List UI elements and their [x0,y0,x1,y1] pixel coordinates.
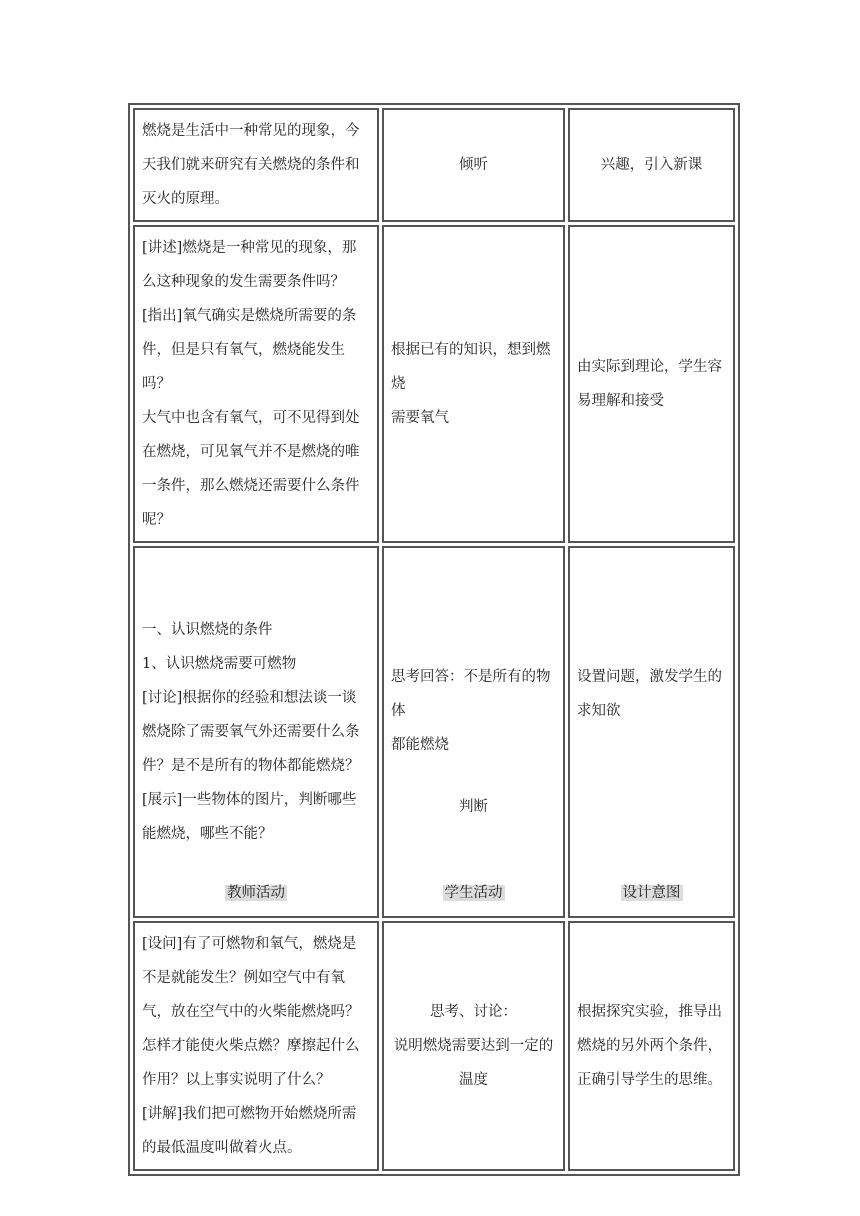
teacher-activity-cell [133,546,379,918]
teacher-activity-cell [133,921,379,1171]
cell-line: [展示]一些物体的图片，判断哪些 [142,792,357,808]
teacher-activity-cell [133,225,379,543]
cell-line: 件？是不是所有的物体都能燃烧？ [142,758,360,774]
design-intent-cell [568,921,735,1171]
cell-line: 在燃烧，可见氧气并不是燃烧的唯 [142,444,360,460]
judge-text: 判断 [459,799,488,815]
design-intent-block [577,660,726,728]
column-label-teacher [135,876,377,910]
cell-line: 正确引导学生的思维。 [577,1072,722,1088]
cell-line: [讲述]燃烧是一种常见的现象，那 [142,240,357,256]
cell-line: 思考回答：不是所有的物体 [391,669,551,719]
cell-line: 根据探究实验，推导出 [577,1004,722,1020]
student-activity-cell [382,225,565,543]
student-answer-block [391,660,556,762]
cell-line: [讲解]我们把可燃物开始燃烧所需 [142,1106,357,1122]
cell-line: [指出]氧气确实是燃烧所需要的条 [142,308,357,324]
cell-line: 能燃烧，哪些不能？ [142,826,273,842]
column-label-design [570,876,733,910]
cell-line: 燃烧除了需要氧气外还需要什么条 [142,724,360,740]
cell-line: 设置问题，激发学生的 [577,669,722,685]
student-activity-cell [382,921,565,1171]
cell-line: 不是就能发生？例如空气中有氧 [142,970,345,986]
cell-line: 易理解和接受 [577,393,664,409]
table-row [133,225,735,543]
cell-line: 由实际到理论，学生容 [577,359,722,375]
cell-line: 燃烧的另外两个条件， [577,1038,722,1054]
cell-line: 怎样才能使火柴点燃？摩擦起什么 [142,1038,360,1054]
cell-line: 1、认识燃烧需要可燃物 [142,656,297,672]
teacher-activity-cell [133,108,379,222]
cell-line: 气，放在空气中的火柴能燃烧吗？ [142,1004,360,1020]
cell-line: 大气中也含有氧气，可不见得到处 [142,410,360,426]
cell-line: 一条件，那么燃烧还需要什么条件 [142,478,360,494]
cell-line: [设问]有了可燃物和氧气，燃烧是 [142,936,357,952]
cell-line: 温度 [459,1072,488,1088]
cell-line: 作用？以上事实说明了什么？ [142,1072,331,1088]
cell-line: 求知欲 [577,703,621,719]
cell-line: 件，但是只有氧气，燃烧能发生吗？ [142,342,345,392]
label-text: 设计意图 [622,885,681,901]
cell-line: 思考、讨论： [430,1004,517,1020]
student-activity-cell [382,546,565,918]
cell-line: 都能燃烧 [391,737,449,753]
label-text: 学生活动 [444,885,503,901]
cell-line: 灭火的原理。 [142,191,229,207]
cell-line: 么这种现象的发生需要条件吗？ [142,274,345,290]
cell-line: 兴趣，引入新课 [600,157,703,173]
cell-line: 倾听 [459,157,488,173]
design-intent-cell [568,225,735,543]
cell-line: 根据已有的知识，想到燃烧 [391,342,551,392]
label-text: 教师活动 [227,885,285,901]
cell-line: 需要氧气 [391,410,449,426]
design-intent-cell [568,108,735,222]
cell-line: 的最低温度叫做着火点。 [142,1140,302,1156]
cell-line: 一、认识燃烧的条件 [142,622,273,638]
cell-line: 天我们就来研究有关燃烧的条件和 [142,157,360,173]
table-row [133,546,735,918]
table-row [133,108,735,222]
table-row [133,921,735,1171]
student-activity-cell [382,108,565,222]
column-label-student [384,876,563,910]
lesson-plan-table [128,103,740,1176]
cell-line: 说明燃烧需要达到一定的 [393,1038,554,1054]
cell-line: [讨论]根据你的经验和想法谈一谈 [142,690,357,706]
cell-line: 呢？ [142,512,171,528]
design-intent-cell [568,546,735,918]
cell-line: 燃烧是生活中一种常见的现象，今 [142,123,360,139]
